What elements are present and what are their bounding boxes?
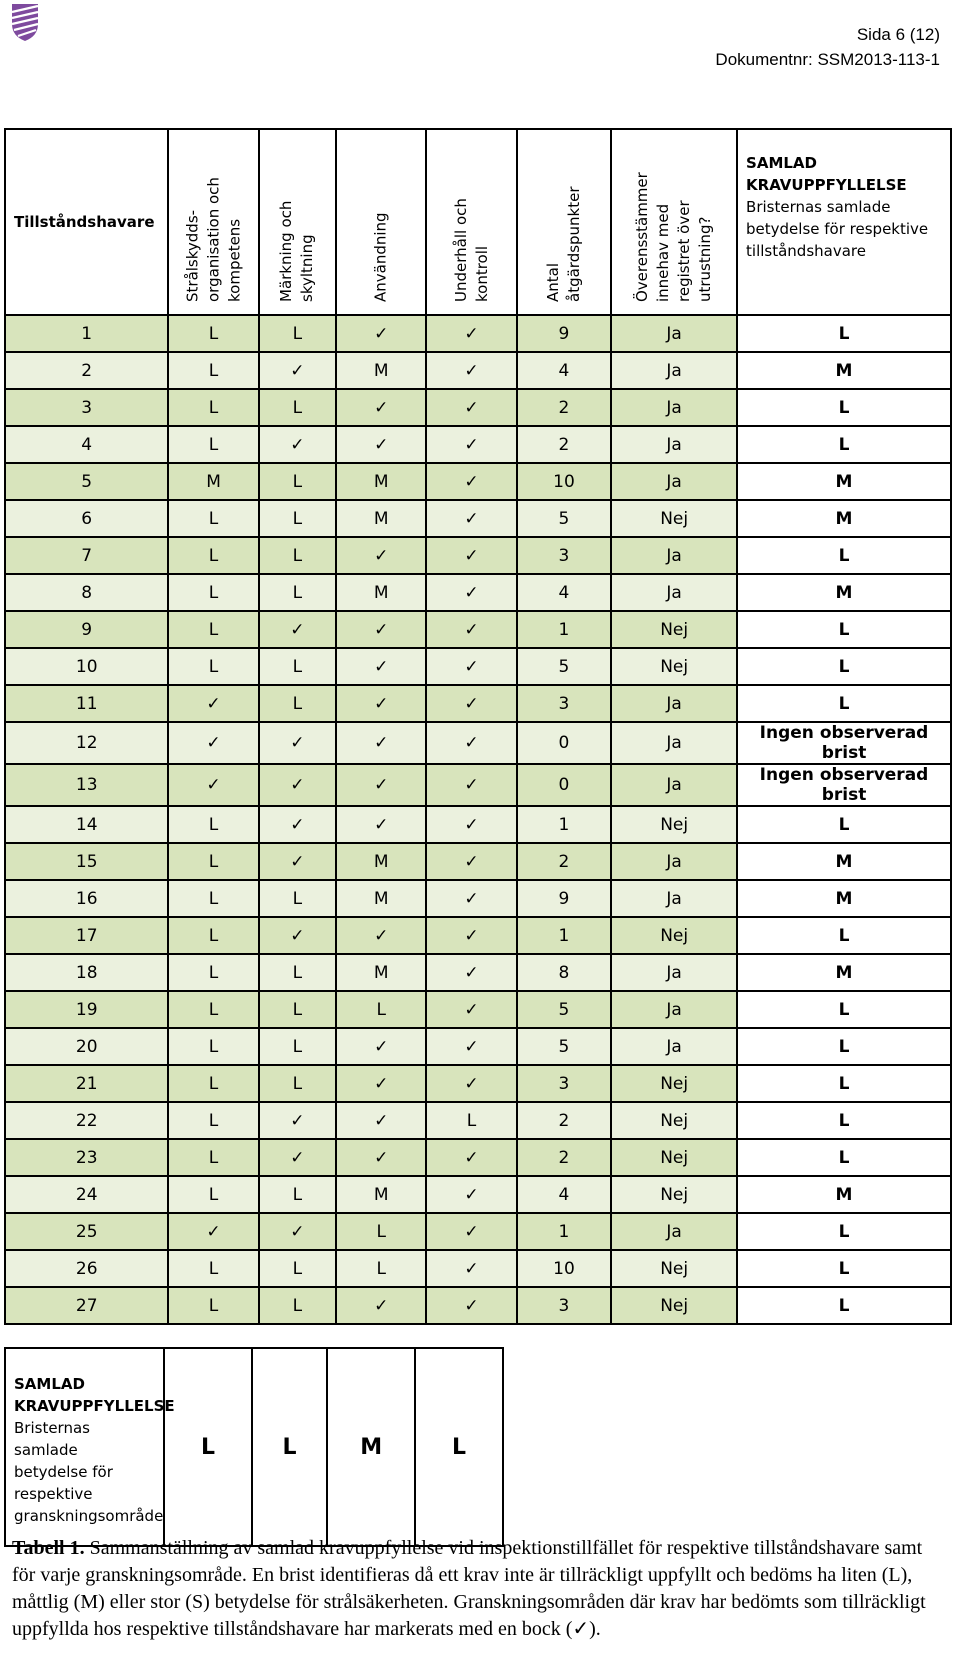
- cell-registry: Ja: [611, 463, 737, 500]
- holder-id: 18: [5, 954, 168, 991]
- cell-maintenance: ✓: [426, 574, 516, 611]
- cell-total: Ingen observerad brist: [737, 764, 951, 806]
- cell-registry: Ja: [611, 722, 737, 764]
- cell-maintenance: ✓: [426, 389, 516, 426]
- cell-total: L: [737, 426, 951, 463]
- cell-maintenance: ✓: [426, 722, 516, 764]
- cell-organisation: L: [168, 1287, 258, 1324]
- cell-action-count: 10: [517, 1250, 612, 1287]
- holder-id: 11: [5, 685, 168, 722]
- cell-use: L: [336, 991, 426, 1028]
- summary-value: L: [252, 1348, 327, 1546]
- table-row: [5, 315, 951, 352]
- cell-organisation: L: [168, 843, 258, 880]
- cell-action-count: 1: [517, 611, 612, 648]
- cell-maintenance: ✓: [426, 685, 516, 722]
- table-row: [5, 1102, 951, 1139]
- cell-registry: Ja: [611, 880, 737, 917]
- table-row: [5, 611, 951, 648]
- cell-organisation: ✓: [168, 685, 258, 722]
- cell-organisation: L: [168, 1250, 258, 1287]
- col-header-total: SAMLAD KRAVUPPFYLLELSE Bristernas samlade betydelse för respektive tillståndshavare: [737, 129, 951, 315]
- cell-use: ✓: [336, 806, 426, 843]
- summary-label: SAMLAD KRAVUPPFYLLELSE Bristernas samlade betydelse för respektive granskningsområde: [5, 1348, 164, 1546]
- cell-maintenance: ✓: [426, 917, 516, 954]
- table-row: [5, 764, 951, 806]
- cell-use: L: [336, 1250, 426, 1287]
- cell-maintenance: ✓: [426, 1250, 516, 1287]
- summary-row: [5, 1348, 503, 1546]
- cell-organisation: L: [168, 574, 258, 611]
- cell-organisation: L: [168, 315, 258, 352]
- summary-value: M: [327, 1348, 415, 1546]
- cell-action-count: 9: [517, 315, 612, 352]
- document-number: Dokumentnr: SSM2013-113-1: [715, 50, 940, 69]
- cell-registry: Ja: [611, 537, 737, 574]
- holder-id: 1: [5, 315, 168, 352]
- cell-total: L: [737, 1213, 951, 1250]
- cell-registry: Nej: [611, 1287, 737, 1324]
- cell-action-count: 4: [517, 574, 612, 611]
- holder-id: 4: [5, 426, 168, 463]
- cell-use: M: [336, 574, 426, 611]
- cell-total: M: [737, 574, 951, 611]
- cell-organisation: L: [168, 426, 258, 463]
- table-row: [5, 722, 951, 764]
- cell-total: L: [737, 806, 951, 843]
- cell-use: M: [336, 500, 426, 537]
- table-row: [5, 991, 951, 1028]
- table-row: [5, 389, 951, 426]
- cell-marking: L: [259, 315, 336, 352]
- cell-action-count: 1: [517, 1213, 612, 1250]
- cell-total: L: [737, 537, 951, 574]
- cell-use: M: [336, 843, 426, 880]
- cell-organisation: L: [168, 880, 258, 917]
- cell-maintenance: ✓: [426, 1028, 516, 1065]
- cell-action-count: 3: [517, 1287, 612, 1324]
- cell-registry: Nej: [611, 611, 737, 648]
- col-header-holder: Tillståndshavare: [5, 129, 168, 315]
- table-row: [5, 1176, 951, 1213]
- cell-use: ✓: [336, 1028, 426, 1065]
- cell-organisation: L: [168, 1065, 258, 1102]
- cell-maintenance: ✓: [426, 500, 516, 537]
- holder-id: 15: [5, 843, 168, 880]
- cell-total: M: [737, 1176, 951, 1213]
- cell-use: ✓: [336, 426, 426, 463]
- col-header-registry: Överensstämmer innehav med registret över utrustning?: [611, 129, 737, 315]
- cell-use: L: [336, 1213, 426, 1250]
- cell-total: L: [737, 1250, 951, 1287]
- holder-id: 10: [5, 648, 168, 685]
- cell-marking: ✓: [259, 352, 336, 389]
- table-row: [5, 352, 951, 389]
- col-header-use: Användning: [336, 129, 426, 315]
- cell-action-count: 8: [517, 954, 612, 991]
- cell-marking: ✓: [259, 1102, 336, 1139]
- cell-marking: L: [259, 1287, 336, 1324]
- cell-organisation: L: [168, 1102, 258, 1139]
- cell-registry: Nej: [611, 806, 737, 843]
- holder-id: 6: [5, 500, 168, 537]
- holder-id: 26: [5, 1250, 168, 1287]
- holder-id: 23: [5, 1139, 168, 1176]
- cell-registry: Ja: [611, 352, 737, 389]
- cell-organisation: L: [168, 954, 258, 991]
- cell-action-count: 0: [517, 722, 612, 764]
- cell-marking: L: [259, 1250, 336, 1287]
- cell-maintenance: ✓: [426, 991, 516, 1028]
- holder-id: 5: [5, 463, 168, 500]
- col-header-maintenance: Underhåll och kontroll: [426, 129, 516, 315]
- cell-marking: L: [259, 1176, 336, 1213]
- cell-registry: Ja: [611, 1028, 737, 1065]
- cell-use: M: [336, 880, 426, 917]
- summary-table: [4, 1347, 504, 1547]
- cell-use: ✓: [336, 764, 426, 806]
- table-row: [5, 574, 951, 611]
- cell-total: M: [737, 352, 951, 389]
- cell-registry: Ja: [611, 389, 737, 426]
- cell-organisation: ✓: [168, 1213, 258, 1250]
- cell-action-count: 1: [517, 806, 612, 843]
- table-row: [5, 1213, 951, 1250]
- cell-use: ✓: [336, 648, 426, 685]
- cell-registry: Ja: [611, 764, 737, 806]
- cell-organisation: L: [168, 1139, 258, 1176]
- holder-id: 13: [5, 764, 168, 806]
- holder-id: 19: [5, 991, 168, 1028]
- cell-maintenance: ✓: [426, 463, 516, 500]
- cell-use: ✓: [336, 1102, 426, 1139]
- holder-id: 14: [5, 806, 168, 843]
- cell-registry: Nej: [611, 1065, 737, 1102]
- holder-id: 21: [5, 1065, 168, 1102]
- cell-total: L: [737, 315, 951, 352]
- cell-organisation: L: [168, 991, 258, 1028]
- cell-use: ✓: [336, 1065, 426, 1102]
- table-row: [5, 843, 951, 880]
- cell-total: L: [737, 1287, 951, 1324]
- cell-marking: L: [259, 1065, 336, 1102]
- cell-marking: L: [259, 880, 336, 917]
- cell-use: M: [336, 954, 426, 991]
- summary-value: L: [164, 1348, 252, 1546]
- cell-marking: L: [259, 1028, 336, 1065]
- cell-total: L: [737, 1028, 951, 1065]
- holder-id: 24: [5, 1176, 168, 1213]
- cell-action-count: 5: [517, 1028, 612, 1065]
- table-row: [5, 685, 951, 722]
- cell-action-count: 9: [517, 880, 612, 917]
- table-caption: [12, 1535, 942, 1643]
- table-header-row: [5, 129, 951, 315]
- cell-total: M: [737, 880, 951, 917]
- table-row: [5, 1287, 951, 1324]
- cell-organisation: L: [168, 1028, 258, 1065]
- cell-total: M: [737, 843, 951, 880]
- cell-maintenance: L: [426, 1102, 516, 1139]
- holder-id: 8: [5, 574, 168, 611]
- holder-id: 12: [5, 722, 168, 764]
- cell-registry: Ja: [611, 574, 737, 611]
- cell-action-count: 3: [517, 537, 612, 574]
- cell-organisation: L: [168, 806, 258, 843]
- cell-marking: ✓: [259, 722, 336, 764]
- cell-marking: L: [259, 685, 336, 722]
- cell-action-count: 5: [517, 648, 612, 685]
- cell-registry: Ja: [611, 315, 737, 352]
- cell-use: M: [336, 352, 426, 389]
- col-header-action-count: Antal åtgärdspunkter: [517, 129, 612, 315]
- cell-organisation: L: [168, 389, 258, 426]
- cell-use: ✓: [336, 315, 426, 352]
- cell-total: L: [737, 1102, 951, 1139]
- table-row: [5, 1028, 951, 1065]
- cell-registry: Nej: [611, 648, 737, 685]
- cell-maintenance: ✓: [426, 1213, 516, 1250]
- cell-registry: Ja: [611, 426, 737, 463]
- cell-total: Ingen observerad brist: [737, 722, 951, 764]
- cell-marking: L: [259, 991, 336, 1028]
- cell-total: L: [737, 1139, 951, 1176]
- cell-organisation: L: [168, 352, 258, 389]
- cell-maintenance: ✓: [426, 880, 516, 917]
- cell-marking: ✓: [259, 806, 336, 843]
- col-header-marking: Märkning och skyltning: [259, 129, 336, 315]
- summary-value: L: [415, 1348, 503, 1546]
- cell-action-count: 2: [517, 843, 612, 880]
- table-row: [5, 537, 951, 574]
- cell-maintenance: ✓: [426, 843, 516, 880]
- cell-use: ✓: [336, 917, 426, 954]
- cell-use: ✓: [336, 685, 426, 722]
- cell-registry: Nej: [611, 1139, 737, 1176]
- page-info: [715, 22, 940, 72]
- cell-maintenance: ✓: [426, 806, 516, 843]
- cell-organisation: L: [168, 648, 258, 685]
- cell-total: M: [737, 954, 951, 991]
- cell-marking: ✓: [259, 764, 336, 806]
- table-row: [5, 648, 951, 685]
- cell-marking: L: [259, 389, 336, 426]
- holder-id: 27: [5, 1287, 168, 1324]
- cell-organisation: ✓: [168, 722, 258, 764]
- holder-id: 3: [5, 389, 168, 426]
- caption-label: Tabell 1.: [12, 1537, 85, 1559]
- cell-use: ✓: [336, 537, 426, 574]
- cell-action-count: 2: [517, 426, 612, 463]
- cell-use: ✓: [336, 722, 426, 764]
- cell-use: M: [336, 1176, 426, 1213]
- table-row: [5, 1250, 951, 1287]
- cell-action-count: 3: [517, 685, 612, 722]
- cell-total: L: [737, 1065, 951, 1102]
- cell-organisation: L: [168, 1176, 258, 1213]
- cell-registry: Ja: [611, 843, 737, 880]
- cell-maintenance: ✓: [426, 764, 516, 806]
- cell-marking: L: [259, 537, 336, 574]
- cell-action-count: 2: [517, 1102, 612, 1139]
- cell-use: ✓: [336, 1139, 426, 1176]
- cell-marking: L: [259, 500, 336, 537]
- cell-maintenance: ✓: [426, 315, 516, 352]
- cell-use: M: [336, 463, 426, 500]
- cell-registry: Ja: [611, 1213, 737, 1250]
- cell-registry: Nej: [611, 500, 737, 537]
- cell-registry: Ja: [611, 954, 737, 991]
- holder-id: 2: [5, 352, 168, 389]
- holder-id: 20: [5, 1028, 168, 1065]
- table-row: [5, 880, 951, 917]
- holder-id: 25: [5, 1213, 168, 1250]
- cell-total: L: [737, 917, 951, 954]
- cell-maintenance: ✓: [426, 352, 516, 389]
- cell-maintenance: ✓: [426, 1176, 516, 1213]
- cell-action-count: 10: [517, 463, 612, 500]
- cell-maintenance: ✓: [426, 954, 516, 991]
- cell-use: ✓: [336, 611, 426, 648]
- cell-use: ✓: [336, 389, 426, 426]
- cell-registry: Nej: [611, 1102, 737, 1139]
- cell-maintenance: ✓: [426, 426, 516, 463]
- table-row: [5, 954, 951, 991]
- table-row: [5, 426, 951, 463]
- cell-registry: Nej: [611, 1176, 737, 1213]
- compliance-table: [4, 128, 952, 1325]
- cell-maintenance: ✓: [426, 1065, 516, 1102]
- cell-registry: Ja: [611, 685, 737, 722]
- cell-organisation: M: [168, 463, 258, 500]
- cell-organisation: L: [168, 611, 258, 648]
- cell-use: ✓: [336, 1287, 426, 1324]
- cell-action-count: 4: [517, 352, 612, 389]
- page-number: Sida 6 (12): [856, 25, 940, 44]
- holder-id: 17: [5, 917, 168, 954]
- cell-total: L: [737, 611, 951, 648]
- cell-maintenance: ✓: [426, 648, 516, 685]
- cell-marking: ✓: [259, 1213, 336, 1250]
- holder-id: 7: [5, 537, 168, 574]
- cell-marking: L: [259, 648, 336, 685]
- cell-marking: L: [259, 574, 336, 611]
- table-row: [5, 917, 951, 954]
- cell-maintenance: ✓: [426, 1287, 516, 1324]
- caption-text: Sammanställning av samlad kravuppfyllelse vid inspektionstillfället för respektive tillståndshavare samt för varje granskningsområde. En brist identifieras då ett krav inte är tillräckligt uppfyllt och bedöms ha liten (L), måttlig (M) eller stor (S) betydelse för strålsäkerheten. Granskningsområden där krav har bedömts som tillräckligt uppfyllda hos respektive tillståndshavare har markerats med en bock (✓).: [12, 1537, 926, 1640]
- cell-organisation: L: [168, 917, 258, 954]
- table-row: [5, 463, 951, 500]
- cell-registry: Nej: [611, 917, 737, 954]
- cell-total: L: [737, 685, 951, 722]
- cell-registry: Nej: [611, 1250, 737, 1287]
- cell-action-count: 2: [517, 389, 612, 426]
- holder-id: 16: [5, 880, 168, 917]
- cell-action-count: 5: [517, 500, 612, 537]
- table-row: [5, 1065, 951, 1102]
- cell-total: L: [737, 648, 951, 685]
- cell-organisation: ✓: [168, 764, 258, 806]
- cell-marking: L: [259, 954, 336, 991]
- holder-id: 22: [5, 1102, 168, 1139]
- cell-registry: Ja: [611, 991, 737, 1028]
- cell-marking: ✓: [259, 426, 336, 463]
- cell-organisation: L: [168, 500, 258, 537]
- cell-action-count: 3: [517, 1065, 612, 1102]
- holder-id: 9: [5, 611, 168, 648]
- table-row: [5, 500, 951, 537]
- col-header-organisation: Strålskydds-organisation och kompetens: [168, 129, 258, 315]
- cell-total: L: [737, 389, 951, 426]
- cell-marking: ✓: [259, 917, 336, 954]
- cell-marking: ✓: [259, 611, 336, 648]
- cell-maintenance: ✓: [426, 1139, 516, 1176]
- cell-action-count: 0: [517, 764, 612, 806]
- table-row: [5, 1139, 951, 1176]
- cell-marking: ✓: [259, 843, 336, 880]
- cell-organisation: L: [168, 537, 258, 574]
- ssm-logo: [10, 2, 40, 42]
- cell-marking: L: [259, 463, 336, 500]
- cell-maintenance: ✓: [426, 611, 516, 648]
- cell-total: L: [737, 991, 951, 1028]
- cell-action-count: 5: [517, 991, 612, 1028]
- cell-marking: ✓: [259, 1139, 336, 1176]
- cell-action-count: 2: [517, 1139, 612, 1176]
- cell-maintenance: ✓: [426, 537, 516, 574]
- cell-action-count: 4: [517, 1176, 612, 1213]
- table-row: [5, 806, 951, 843]
- cell-total: M: [737, 500, 951, 537]
- cell-action-count: 1: [517, 917, 612, 954]
- cell-total: M: [737, 463, 951, 500]
